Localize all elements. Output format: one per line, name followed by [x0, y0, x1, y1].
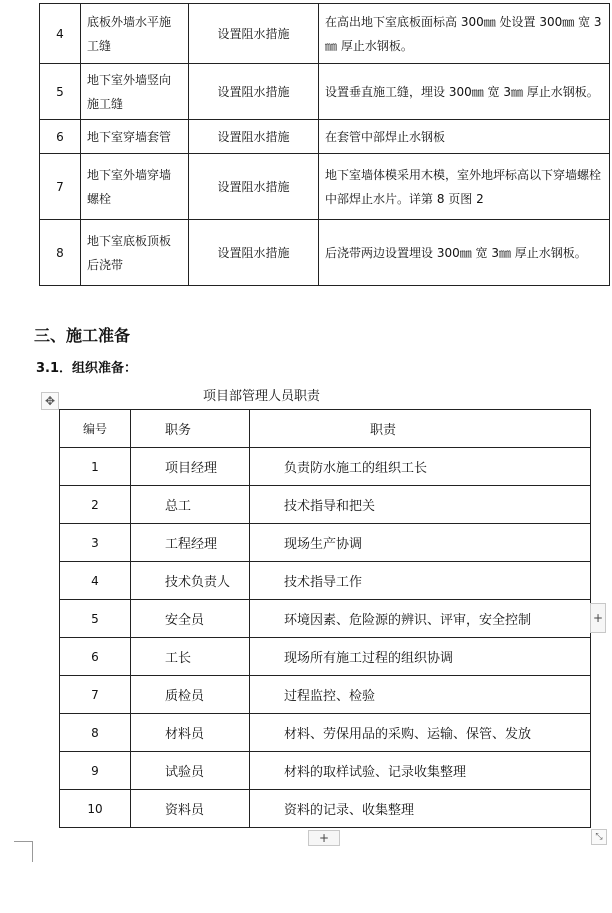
- table-row: [40, 64, 610, 120]
- table-row: [60, 448, 591, 486]
- table-row: [60, 752, 591, 790]
- row-duty: 过程监控、检验: [250, 676, 591, 714]
- header-duty: 职责: [250, 410, 591, 448]
- row-description: 地下室墙体模采用木模，室外地坪标高以下穿墙螺栓中部焊止水片。详第 8 页图 2: [319, 154, 610, 220]
- row-role: 工长: [131, 638, 250, 676]
- row-number: 8: [60, 714, 131, 752]
- staff-duties-table: [59, 409, 591, 828]
- row-role: 总工: [131, 486, 250, 524]
- table-row: [60, 638, 591, 676]
- table-row: [60, 676, 591, 714]
- row-role: 工程经理: [131, 524, 250, 562]
- table-row: [60, 524, 591, 562]
- table-row: [60, 790, 591, 828]
- subsection-heading: 3.1．组织准备：: [36, 361, 138, 376]
- table-row: [60, 600, 591, 638]
- row-duty: 负责防水施工的组织工长: [250, 448, 591, 486]
- row-role: 安全员: [131, 600, 250, 638]
- row-measure: 设置阻水措施: [189, 120, 319, 154]
- row-role: 试验员: [131, 752, 250, 790]
- row-number: 4: [60, 562, 131, 600]
- row-number: 2: [60, 486, 131, 524]
- add-column-button[interactable]: +: [590, 603, 606, 633]
- header-role: 职务: [131, 410, 250, 448]
- row-measure: 设置阻水措施: [189, 154, 319, 220]
- add-row-button[interactable]: +: [308, 830, 340, 846]
- row-duty: 现场所有施工过程的组织协调: [250, 638, 591, 676]
- page-corner-mark: [14, 841, 33, 862]
- row-role: 技术负责人: [131, 562, 250, 600]
- row-number: 8: [40, 220, 81, 286]
- waterproof-measures-table: [39, 3, 610, 286]
- table-row: [40, 4, 610, 64]
- row-number: 10: [60, 790, 131, 828]
- row-description: 在套管中部焊止水钢板: [319, 120, 610, 154]
- row-number: 7: [60, 676, 131, 714]
- table-row: [60, 714, 591, 752]
- row-duty: 材料、劳保用品的采购、运输、保管、发放: [250, 714, 591, 752]
- row-number: 1: [60, 448, 131, 486]
- row-number: 5: [40, 64, 81, 120]
- row-measure: 设置阻水措施: [189, 64, 319, 120]
- row-item: 地下室穿墙套管: [81, 120, 189, 154]
- table-resize-handle-icon[interactable]: ⤡: [591, 829, 607, 845]
- row-item: 底板外墙水平施工缝: [81, 4, 189, 64]
- table-header-row: [60, 410, 591, 448]
- row-duty: 材料的取样试验、记录收集整理: [250, 752, 591, 790]
- row-duty: 资料的记录、收集整理: [250, 790, 591, 828]
- table-row: [60, 562, 591, 600]
- section-heading: 三、施工准备: [34, 326, 131, 345]
- row-item: 地下室外墙竖向施工缝: [81, 64, 189, 120]
- row-role: 材料员: [131, 714, 250, 752]
- row-role: 项目经理: [131, 448, 250, 486]
- row-description: 在高出地下室底板面标高 300㎜ 处设置 300㎜ 宽 3㎜ 厚止水钢板。: [319, 4, 610, 64]
- row-duty: 技术指导和把关: [250, 486, 591, 524]
- row-role: 资料员: [131, 790, 250, 828]
- header-num: 编号: [60, 410, 131, 448]
- row-duty: 环境因素、危险源的辨识、评审，安全控制: [250, 600, 591, 638]
- row-item: 地下室外墙穿墙螺栓: [81, 154, 189, 220]
- row-description: 设置垂直施工缝，埋设 300㎜ 宽 3㎜ 厚止水钢板。: [319, 64, 610, 120]
- row-description: 后浇带两边设置埋设 300㎜ 宽 3㎜ 厚止水钢板。: [319, 220, 610, 286]
- row-item: 地下室底板顶板后浇带: [81, 220, 189, 286]
- row-measure: 设置阻水措施: [189, 220, 319, 286]
- row-duty: 现场生产协调: [250, 524, 591, 562]
- row-number: 4: [40, 4, 81, 64]
- row-number: 5: [60, 600, 131, 638]
- table-row: [40, 120, 610, 154]
- row-measure: 设置阻水措施: [189, 4, 319, 64]
- row-number: 9: [60, 752, 131, 790]
- table-row: [40, 154, 610, 220]
- row-number: 3: [60, 524, 131, 562]
- table-caption: 项目部管理人员职责: [203, 389, 321, 404]
- row-role: 质检员: [131, 676, 250, 714]
- row-number: 6: [40, 120, 81, 154]
- table-move-handle-icon[interactable]: ✥: [41, 392, 59, 410]
- row-duty: 技术指导工作: [250, 562, 591, 600]
- row-number: 6: [60, 638, 131, 676]
- table-row: [60, 486, 591, 524]
- row-number: 7: [40, 154, 81, 220]
- table-row: [40, 220, 610, 286]
